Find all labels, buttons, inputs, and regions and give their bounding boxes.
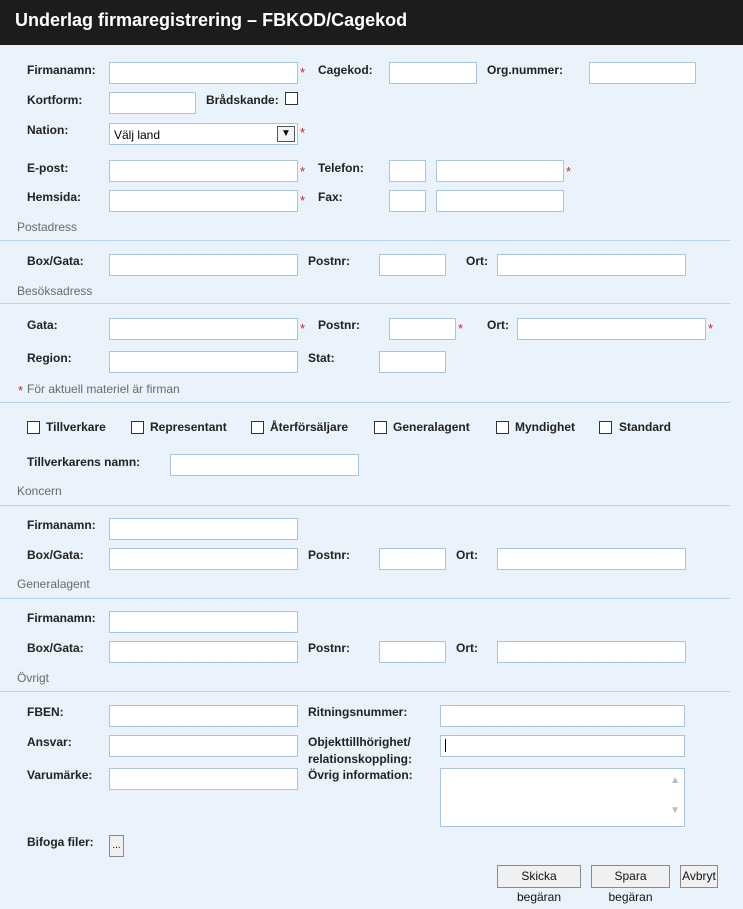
koncern-boxgata-input[interactable] <box>109 548 298 570</box>
scroll-up-icon[interactable]: ▲ <box>670 775 680 786</box>
generalagent-checkbox[interactable] <box>374 421 387 434</box>
generalagent-ort-label: Ort: <box>456 641 478 655</box>
ritningsnummer-label: Ritningsnummer: <box>308 705 408 719</box>
fax-number-input[interactable] <box>436 190 564 212</box>
aterforsaljare-checkbox[interactable] <box>251 421 264 434</box>
region-label: Region: <box>27 351 72 365</box>
page-title: Underlag firmaregistrering – FBKOD/Cagekod <box>0 0 743 45</box>
kortform-label: Kortform: <box>27 93 83 107</box>
send-request-button[interactable]: Skicka begäran <box>497 865 581 888</box>
bradskande-checkbox[interactable] <box>285 92 298 105</box>
myndighet-checkbox[interactable] <box>496 421 509 434</box>
fax-prefix-input[interactable] <box>389 190 426 212</box>
ritningsnummer-input[interactable] <box>440 705 685 727</box>
cancel-button[interactable]: Avbryt <box>680 865 718 888</box>
required-mark: * <box>458 321 464 336</box>
orgnummer-label: Org.nummer: <box>487 63 564 77</box>
section-postadress: Postadress <box>17 220 78 234</box>
required-mark: * <box>300 65 306 80</box>
post-postnr-input[interactable] <box>379 254 446 276</box>
generalagent-postnr-input[interactable] <box>379 641 446 663</box>
material-note: För aktuell materiel är firman <box>27 382 180 396</box>
section-generalagent: Generalagent <box>17 577 90 591</box>
generalagent-role-label: Generalagent <box>393 420 470 434</box>
required-mark: * <box>566 164 572 179</box>
fax-label: Fax: <box>318 190 343 204</box>
representant-label: Representant <box>150 420 227 434</box>
section-divider <box>0 303 730 304</box>
koncern-boxgata-label: Box/Gata: <box>27 548 84 562</box>
required-mark: * <box>300 125 306 140</box>
cagekod-input[interactable] <box>389 62 477 84</box>
ovrig-information-textarea[interactable] <box>440 768 685 827</box>
besok-gata-input[interactable] <box>109 318 298 340</box>
koncern-postnr-input[interactable] <box>379 548 446 570</box>
generalagent-boxgata-input[interactable] <box>109 641 298 663</box>
objekt-label-line2: relationskoppling: <box>308 752 413 766</box>
hemsida-input[interactable] <box>109 190 298 212</box>
section-divider <box>0 402 730 403</box>
section-divider <box>0 598 730 599</box>
section-besoksadress: Besöksadress <box>17 284 93 298</box>
koncern-ort-input[interactable] <box>497 548 686 570</box>
varumarke-input[interactable] <box>109 768 298 790</box>
scroll-down-icon[interactable]: ▼ <box>670 805 680 816</box>
bifoga-filer-label: Bifoga filer: <box>27 835 94 849</box>
objekt-input[interactable] <box>440 735 685 757</box>
required-mark: * <box>18 383 24 398</box>
region-input[interactable] <box>109 351 298 373</box>
myndighet-label: Myndighet <box>515 420 575 434</box>
koncern-ort-label: Ort: <box>456 548 478 562</box>
save-request-button[interactable]: Spara begäran <box>591 865 670 888</box>
chevron-down-icon[interactable]: ▼ <box>277 126 295 142</box>
besok-ort-input[interactable] <box>517 318 706 340</box>
besok-postnr-input[interactable] <box>389 318 456 340</box>
hemsida-label: Hemsida: <box>27 190 82 204</box>
tillverkarens-namn-label: Tillverkarens namn: <box>27 455 141 469</box>
section-ovrigt: Övrigt <box>17 671 50 685</box>
post-boxgata-input[interactable] <box>109 254 298 276</box>
tillverkare-label: Tillverkare <box>46 420 106 434</box>
ansvar-label: Ansvar: <box>27 735 72 749</box>
section-divider <box>0 240 730 241</box>
standard-checkbox[interactable] <box>599 421 612 434</box>
firmanamn-label: Firmanamn: <box>27 63 96 77</box>
generalagent-ort-input[interactable] <box>497 641 686 663</box>
required-mark: * <box>300 321 306 336</box>
orgnummer-input[interactable] <box>589 62 696 84</box>
fben-label: FBEN: <box>27 705 64 719</box>
kortform-input[interactable] <box>109 92 196 114</box>
fben-input[interactable] <box>109 705 298 727</box>
koncern-firmanamn-label: Firmanamn: <box>27 518 96 532</box>
aterforsaljare-label: Återförsäljare <box>270 420 349 434</box>
epost-input[interactable] <box>109 160 298 182</box>
standard-label: Standard <box>619 420 672 434</box>
stat-input[interactable] <box>379 351 446 373</box>
tillverkare-checkbox[interactable] <box>27 421 40 434</box>
browse-files-button[interactable]: ... <box>109 835 124 857</box>
varumarke-label: Varumärke: <box>27 768 93 782</box>
section-koncern: Koncern <box>17 484 62 498</box>
section-divider <box>0 691 730 692</box>
generalagent-boxgata-label: Box/Gata: <box>27 641 84 655</box>
post-ort-label: Ort: <box>466 254 488 268</box>
cagekod-label: Cagekod: <box>318 63 373 77</box>
koncern-firmanamn-input[interactable] <box>109 518 298 540</box>
nation-select[interactable] <box>109 123 298 145</box>
besok-gata-label: Gata: <box>27 318 58 332</box>
required-mark: * <box>300 164 306 179</box>
generalagent-firmanamn-label: Firmanamn: <box>27 611 96 625</box>
epost-label: E-post: <box>27 161 69 175</box>
bradskande-label: Brådskande: <box>206 93 279 107</box>
post-boxgata-label: Box/Gata: <box>27 254 84 268</box>
stat-label: Stat: <box>308 351 335 365</box>
besok-postnr-label: Postnr: <box>318 318 360 332</box>
besok-ort-label: Ort: <box>487 318 509 332</box>
required-mark: * <box>708 321 714 336</box>
section-divider <box>0 505 730 506</box>
generalagent-postnr-label: Postnr: <box>308 641 350 655</box>
telefon-label: Telefon: <box>318 161 364 175</box>
required-mark: * <box>300 193 306 208</box>
representant-checkbox[interactable] <box>131 421 144 434</box>
nation-label: Nation: <box>27 123 69 137</box>
generalagent-firmanamn-input[interactable] <box>109 611 298 633</box>
telefon-number-input[interactable] <box>436 160 564 182</box>
tillverkarens-namn-input[interactable] <box>170 454 359 476</box>
text-caret <box>445 739 446 752</box>
telefon-prefix-input[interactable] <box>389 160 426 182</box>
koncern-postnr-label: Postnr: <box>308 548 350 562</box>
ansvar-input[interactable] <box>109 735 298 757</box>
ovrig-information-label: Övrig information: <box>308 768 413 782</box>
firmanamn-input[interactable] <box>109 62 298 84</box>
nation-select-value: Välj land <box>114 128 161 142</box>
post-ort-input[interactable] <box>497 254 686 276</box>
objekt-label-line1: Objekttillhörighet/ <box>308 735 411 749</box>
post-postnr-label: Postnr: <box>308 254 350 268</box>
